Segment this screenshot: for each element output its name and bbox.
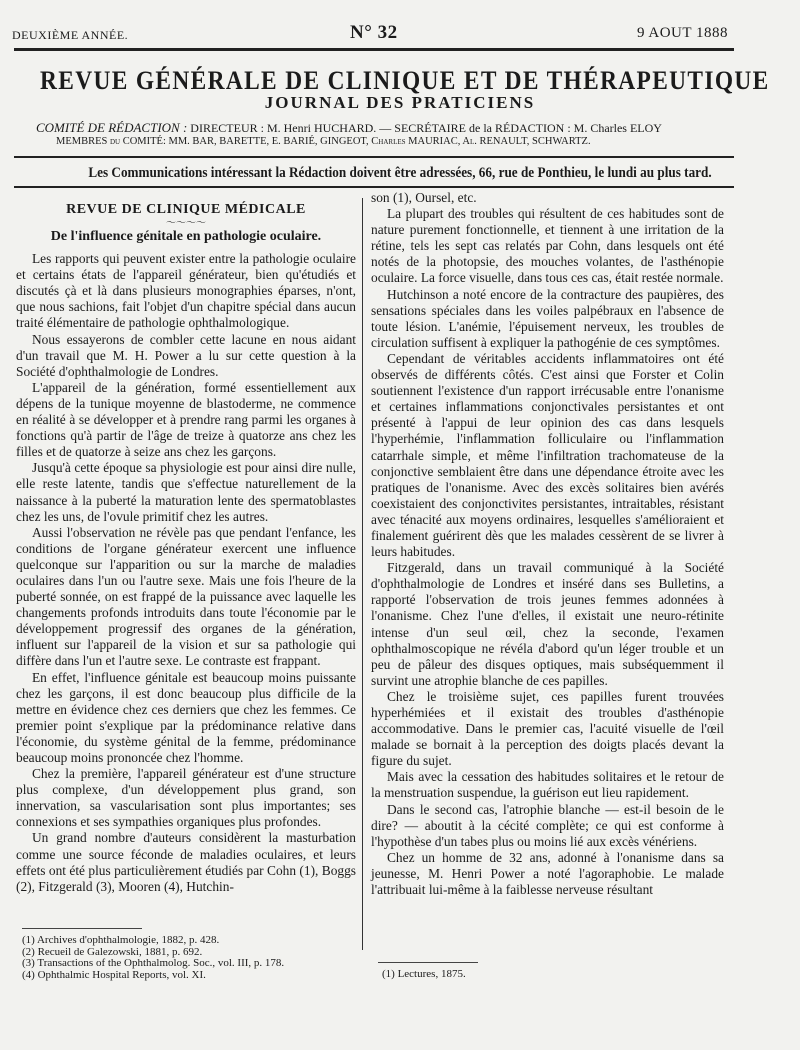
column-left <box>16 202 356 895</box>
notice-rule-top <box>14 156 734 158</box>
footnote: (3) Transactions of the Ophthalmolog. Soc., vol. III, p. 178. <box>22 957 285 969</box>
paragraph: Hutchinson a noté encore de la contracture des paupières, des sensations spéciales dans les voiles palpébraux en l'absence de toute lésion. L'anémie, l'épuisement nerveux, les troubles de circulation suffisent à expliquer la pathogénie de ces symptômes. <box>371 286 724 350</box>
footnote-rule-right <box>378 962 478 963</box>
editorial-notice: Les Communications intéressant la Rédaction doivent être adressées, 66, rue de Ponthieu, le lundi au plus tard. <box>88 165 712 181</box>
paragraph: Les rapports qui peuvent exister entre la pathologie oculaire et certains états de l'appareil générateur, bien qu'étudiés et discutés çà et là dans plusieurs monographies éparses, n'ont, que nous sachions, fait l'objet d'un chapitre spécial dans aucun traité élémentaire de pathologie ophthalmologique. <box>16 251 356 331</box>
footnote-rule-left <box>22 928 142 929</box>
paragraph: Chez la première, l'appareil générateur est d'une structure plus complexe, d'un développement plus grand, son innervation, sa vascularisation sont plus importantes; ses connexions et ses sympathies organiques plus profondes. <box>16 766 356 830</box>
paragraph: Dans le second cas, l'atrophie blanche — est-il besoin de le dire? — aboutit à la cécité complète; ce qui est conforme à l'hypothèse d'un tabes plus ou moins lié aux excès vénériens. <box>371 801 724 849</box>
journal-title: REVUE GÉNÉRALE DE CLINIQUE ET DE THÉRAPEUTIQUE <box>40 66 770 95</box>
director-line: DIRECTEUR : M. Henri HUCHARD. — <box>190 121 392 135</box>
committee-label: COMITÉ DE RÉDACTION : <box>36 120 188 135</box>
committee-members: MEMBRES du COMITÉ: MM. BAR, BARETTE, E. BARIÉ, GINGEOT, Charles MAURIAC, Al. RENAULT, SCHWARTZ. <box>56 136 591 147</box>
paragraph: L'appareil de la génération, formé essentiellement aux dépens de la tunique moyenne de blastoderme, ne commence en réalité à se développer et à prendre rang parmi les organes à fonctions qu'à partir de l'âge de treize à quatorze ans chez les filles et de quatorze à seize ans chez les garçons. <box>16 379 356 460</box>
footnote: (2) Recueil de Galezowski, 1881, p. 692. <box>22 945 203 958</box>
notice-rule-bottom <box>14 186 734 188</box>
paragraph: Nous essayerons de combler cette lacune en nous aidant d'un travail que M. H. Power a lu sur cette question à la Société d'ophthalmologie de Londres. <box>16 331 356 379</box>
secretary-line: SECRÉTAIRE de la RÉDACTION : M. Charles ELOY <box>394 121 662 135</box>
paragraph: son (1), Oursel, etc. <box>371 190 477 205</box>
paragraph: Aussi l'observation ne révèle pas que pendant l'enfance, les conditions de l'organe générateur exercent une influence quelconque sur l'apparition ou sur la marche de maladies oculaires dans l'un ou l'autre sexe. Mais une fois l'heure de la puberté sonnée, on est frappé de la puissance avec laquelle les changements profonds introduits dans toute l'économie par le développement progressif des organes de la génération, influent sur l'appareil de la vision et sur sa pathologie qui diffère dans l'un et l'autre sexe. Le contraste est frappant. <box>16 524 356 669</box>
footnotes-left <box>22 935 352 981</box>
column-right <box>371 190 724 898</box>
paragraph: Fitzgerald, dans un travail communiqué à la Société d'ophthalmologie de Londres et inséré dans ses Bulletins, a rapporté l'observation de trois jeunes femmes adonnées à l'onanisme. Chez l'une d'elles, il existait une neuro-rétinite intense d'un seul œil, chez la seconde, l'examen ophthalmoscopique ne révéla d'abord qu'un léger trouble et un peu de pâleur des disques optiques, mais subséquemment il survint une atrophie blanche de ces papilles. <box>371 560 724 688</box>
paragraph: La plupart des troubles qui résultent de ces habitudes sont de nature purement fonctionnelle, et tiennent à une irritation de la rétine, tels les sept cas relatés par Cohn, dans lesquels ont été notés de la photopsie, des mouches volantes, de l'asthénopie oculaire. La force visuelle, dans tous ces cas, était restée normale. <box>371 206 724 286</box>
section-ornament: 〜〜〜〜 <box>166 218 206 230</box>
footnote: (1) Archives d'ophthalmologie, 1882, p. 428. <box>22 934 220 946</box>
section-title: REVUE DE CLINIQUE MÉDICALE <box>66 202 306 217</box>
footnote: (4) Ophthalmic Hospital Reports, vol. XI. <box>22 968 206 981</box>
annee-label: DEUXIÈME ANNÉE. <box>12 28 129 42</box>
paragraph: Chez le troisième sujet, ces papilles furent trouvées hyperhémiées et il existait des troubles d'asthénopie accommodative. Dans le premier cas, l'acuité visuelle de l'œil malade se bornait à la perception des doigts placés devant la figure du sujet. <box>371 688 724 769</box>
issue-number: N° 32 <box>350 22 398 43</box>
footnotes-right <box>382 968 712 980</box>
paragraph: Mais avec la cessation des habitudes solitaires et le retour de la menstruation suspendue, la guérison eut lieu rapidement. <box>371 769 724 801</box>
paragraph: Cependant de véritables accidents inflammatoires ont été observés de différents côtés. C'est ainsi que Forster et Colin soutiennent l'existence d'un rapport irrécusable entre l'onanisme et certaines inflammations conjonctivales persistantes et ont présenté à l'appui de leur opinion des cas dans lesquels l'hyperhémie, l'inflammation folliculaire ou l'inflammation catarrhale simple, et même l'infiltration trachomateuse de la conjonctive semblaient être dans une dépendance étroite avec les pratiques de l'onanisme. Avec des excès solitaires bien avérés coexistaient des conjonctivites persistantes, intraitables, résistant avec ténacité aux moyens ordinaires, lesquelles s'amélioraient et finalement guérirent dès que les malades cessèrent de se livrer à leurs habitudes. <box>371 350 724 560</box>
paragraph: En effet, l'influence génitale est beaucoup moins puissante chez les garçons, il est donc beaucoup plus difficile de la mettre en évidence chez ces derniers que chez les femmes. Ce premier point s'explique par la prédominance relative dans l'économie, du système génital de la femme, prédominance beaucoup moins prononcée chez l'homme. <box>16 669 356 765</box>
paragraph: Jusqu'à cette époque sa physiologie est pour ainsi dire nulle, elle reste latente, tandis que s'effectue naturellement de la naissance à la puberté la maturation lente des spermatoblastes chez les uns, de l'ovule primitif chez les autres. <box>16 460 356 524</box>
column-divider <box>362 198 363 950</box>
footnote: (1) Lectures, 1875. <box>382 968 466 980</box>
editorial-committee <box>36 120 736 136</box>
paragraph: Un grand nombre d'auteurs considèrent la masturbation comme une source féconde de maladies oculaires, et leurs effets ont été plus particulièrement étudiés par Cohn (1), Boggs (2), Fitzgerald (3), Mooren (4), Hutchin- <box>16 830 356 894</box>
article-title: De l'influence génitale en pathologie oculaire. <box>50 229 322 245</box>
journal-subtitle: JOURNAL DES PRATICIENS <box>264 93 536 112</box>
paragraph: Chez un homme de 32 ans, adonné à l'onanisme dans sa jeunesse, M. Henri Power a noté l'agoraphobie. Le malade l'attribuait lui-même à la faiblesse nerveuse résultant <box>371 849 724 898</box>
header-rule <box>14 48 734 51</box>
issue-date: 9 AOUT 1888 <box>636 25 728 41</box>
masthead-top-line <box>12 22 728 42</box>
